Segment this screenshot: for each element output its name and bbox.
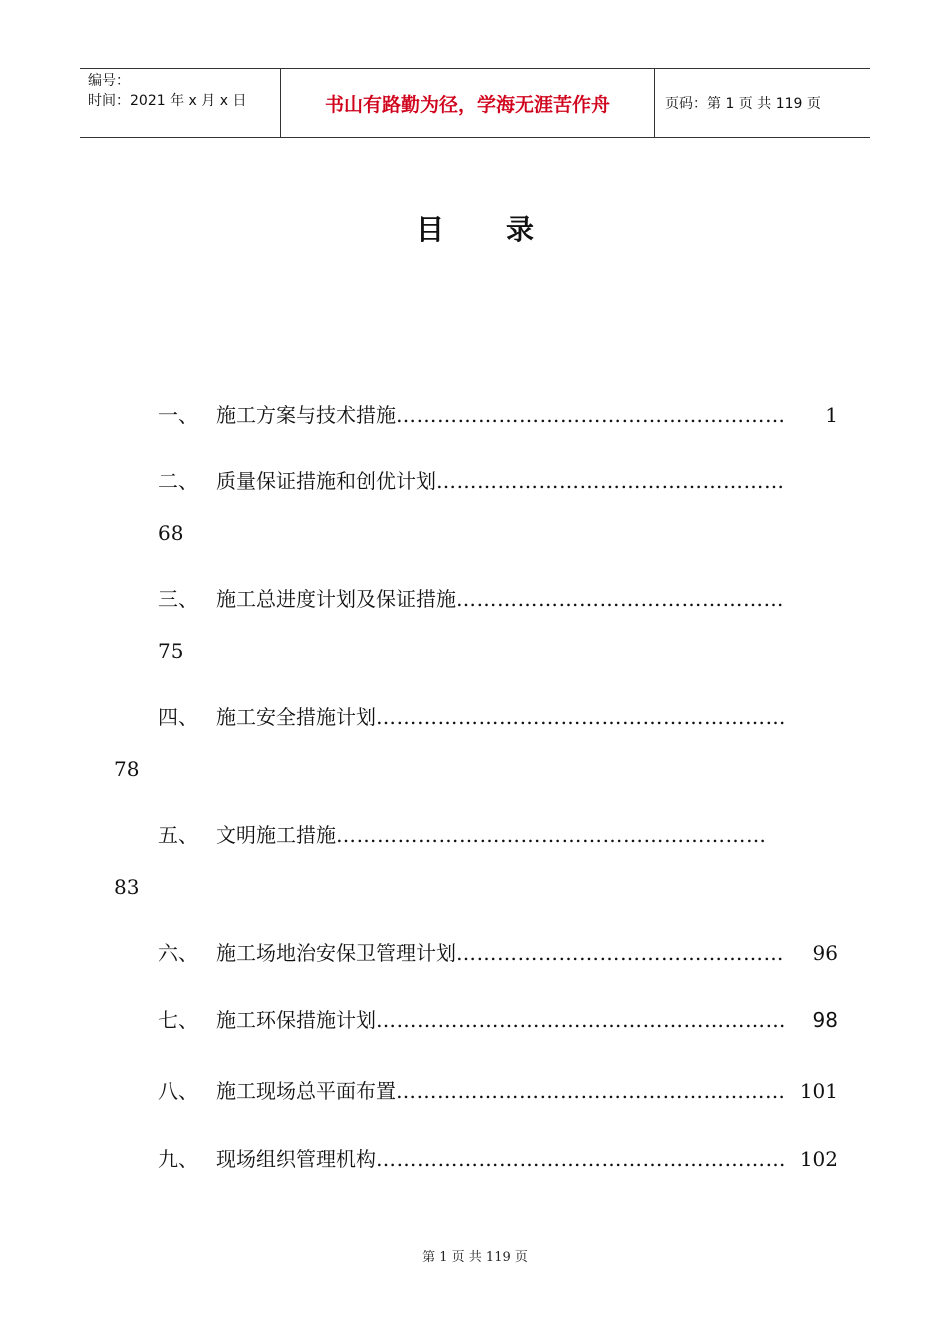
toc-entry-4[interactable] [158,702,838,732]
title-char-1: 目 [415,213,444,246]
toc-num: 九、 [158,1147,198,1171]
page-footer: 第 1 页 共 119 页 [422,1250,528,1265]
toc-text: 施工场地治安保卫管理计划 [216,941,456,965]
toc-text: 文明施工措施 [216,823,336,847]
toc-page: 83 [114,875,140,899]
toc-text: 现场组织管理机构 [216,1147,376,1171]
toc-dots: ………………………………………………… [396,1079,786,1103]
toc-text: 施工方案与技术措施 [216,403,396,427]
toc-dots: ……………………………………………………… [336,823,767,847]
toc-text: 施工总进度计划及保证措施 [216,587,456,611]
document-header [80,68,870,138]
toc-entry-3[interactable] [158,584,838,614]
toc-num: 八、 [158,1079,198,1103]
header-meta [80,69,281,137]
toc-page: 78 [114,757,140,781]
toc-dots: …………………………………………………… [376,1008,786,1032]
toc-dots: …………………………………………… [436,469,785,493]
toc-num: 二、 [158,469,198,493]
toc-dots: ………………………………………………… [396,403,786,427]
toc-text: 质量保证措施和创优计划 [216,469,436,493]
toc-entry-1[interactable] [158,400,838,430]
toc-title [0,208,950,248]
toc-num: 六、 [158,941,198,965]
toc-entry-5[interactable] [158,820,838,850]
toc-entry-2[interactable] [158,466,838,496]
toc-num: 三、 [158,587,198,611]
toc-num: 四、 [158,705,198,729]
toc-dots: ………………………………………… [456,587,784,611]
header-motto: 书山有路勤为径，学海无涯苦作舟 [281,69,655,137]
toc-dots: ………………………………………… [456,941,784,965]
toc-text: 施工安全措施计划 [216,705,376,729]
toc-page: 1 [825,403,838,427]
toc-page: 98 [812,1008,838,1032]
toc-entry-8[interactable] [158,1076,838,1106]
toc-page: 101 [799,1079,838,1103]
time-label: 时间：2021 年 x 月 x 日 [88,93,247,109]
title-char-2: 录 [506,213,535,246]
toc-dots: …………………………………………………… [376,1147,786,1171]
toc-text: 施工环保措施计划 [216,1008,376,1032]
toc-num: 七、 [158,1008,198,1032]
toc-page: 96 [812,941,838,965]
toc-num: 五、 [158,823,198,847]
toc-text: 施工现场总平面布置 [216,1079,396,1103]
toc-entry-9[interactable] [158,1144,838,1174]
toc-dots: …………………………………………………… [376,705,786,729]
toc-num: 一、 [158,403,198,427]
toc-page: 102 [799,1147,838,1171]
toc-page: 68 [158,521,184,545]
number-label: 编号： [88,73,130,89]
header-page-info: 页码：第 1 页 共 119 页 [665,96,821,112]
toc-page: 75 [158,639,184,663]
toc-entry-7[interactable] [158,1005,838,1035]
toc-entry-6[interactable] [158,938,838,968]
